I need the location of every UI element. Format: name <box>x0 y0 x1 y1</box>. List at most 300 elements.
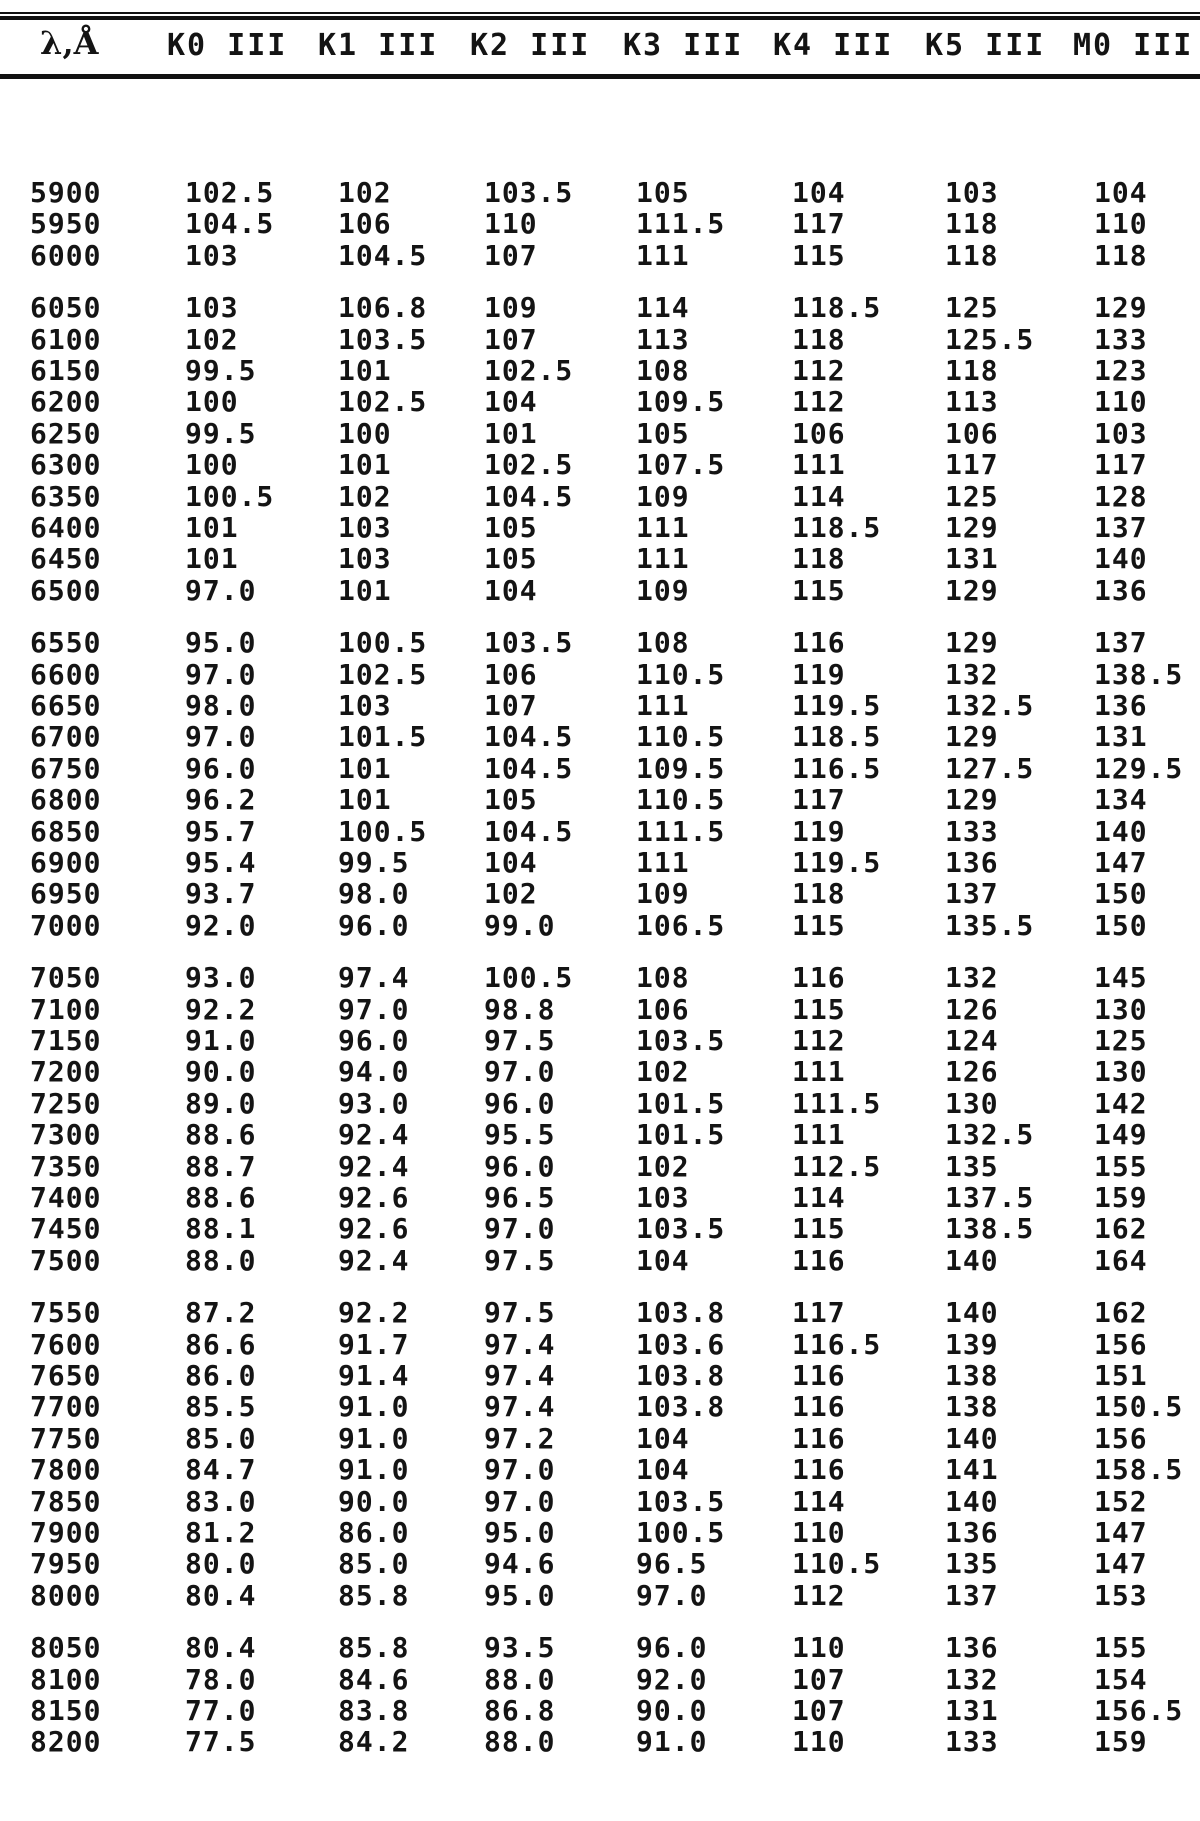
cell-k4-iii: 116.5 <box>792 1327 882 1361</box>
cell-wavelength: 7650 <box>30 1359 102 1392</box>
cell-k3-iii: 91.0 <box>636 1725 708 1759</box>
cell-k0-iii: 77.5 <box>185 1725 257 1759</box>
header-rule <box>0 74 1200 79</box>
table-row <box>0 1024 1200 1055</box>
table-row <box>0 542 1200 576</box>
cell-k5-iii: 125 <box>945 291 999 325</box>
cell-k2-iii: 104 <box>484 385 538 419</box>
cell-k1-iii: 85.0 <box>338 1547 410 1581</box>
cell-k3-iii: 110.5 <box>636 783 726 817</box>
cell-k3-iii: 106.5 <box>636 908 726 942</box>
cell-k0-iii: 101 <box>185 511 239 544</box>
cell-k3-iii: 109.5 <box>636 385 726 419</box>
cell-k2-iii: 107 <box>484 238 538 272</box>
cell-k4-iii: 116 <box>792 961 846 995</box>
cell-m0-iii: 145 <box>1094 961 1148 995</box>
cell-k3-iii: 103.8 <box>636 1359 726 1392</box>
cell-k3-iii: 107.5 <box>636 448 726 482</box>
cell-k3-iii: 103.6 <box>636 1327 726 1361</box>
cell-k3-iii: 111 <box>636 511 690 544</box>
cell-m0-iii: 117 <box>1094 448 1148 482</box>
cell-k5-iii: 125 <box>945 479 999 513</box>
cell-k5-iii: 132.5 <box>945 689 1035 722</box>
cell-k3-iii: 111 <box>636 542 690 576</box>
cell-k3-iii: 109 <box>636 479 690 513</box>
cell-k1-iii: 91.0 <box>338 1453 410 1487</box>
cell-k1-iii: 106.8 <box>338 291 428 325</box>
cell-k3-iii: 103.5 <box>636 1484 726 1518</box>
cell-k3-iii: 102 <box>636 1149 690 1183</box>
cell-k1-iii: 92.2 <box>338 1296 410 1330</box>
cell-k2-iii: 96.5 <box>484 1181 556 1214</box>
cell-k0-iii: 88.6 <box>185 1118 257 1152</box>
cell-k2-iii: 105 <box>484 542 538 576</box>
cell-m0-iii: 130 <box>1094 1055 1148 1089</box>
cell-m0-iii: 136 <box>1094 573 1148 607</box>
cell-k4-iii: 118 <box>792 877 846 911</box>
table-row <box>0 1150 1200 1181</box>
cell-k1-iii: 93.0 <box>338 1086 410 1120</box>
cell-k0-iii: 84.7 <box>185 1453 257 1487</box>
cell-k1-iii: 92.4 <box>338 1118 410 1152</box>
cell-k2-iii: 104 <box>484 573 538 607</box>
cell-k3-iii: 110.5 <box>636 657 726 691</box>
cell-k2-iii: 97.4 <box>484 1327 556 1361</box>
table-row <box>0 1663 1200 1694</box>
header-wavelength: λ,Å <box>40 24 99 62</box>
cell-m0-iii: 140 <box>1094 814 1148 848</box>
cell-wavelength: 6200 <box>30 385 102 419</box>
cell-k5-iii: 118 <box>945 207 999 241</box>
cell-k5-iii: 126 <box>945 1055 999 1089</box>
cell-k3-iii: 104 <box>636 1453 690 1487</box>
cell-m0-iii: 103 <box>1094 416 1148 450</box>
cell-k4-iii: 112.5 <box>792 1149 882 1183</box>
cell-k1-iii: 98.0 <box>338 877 410 911</box>
cell-k4-iii: 116.5 <box>792 751 882 785</box>
cell-k3-iii: 101.5 <box>636 1086 726 1120</box>
cell-wavelength: 6400 <box>30 511 102 544</box>
table-row <box>0 207 1200 241</box>
cell-k3-iii: 111.5 <box>636 207 726 241</box>
cell-wavelength: 7900 <box>30 1516 102 1549</box>
cell-k2-iii: 99.0 <box>484 908 556 942</box>
table-row <box>0 1328 1200 1359</box>
cell-wavelength: 7600 <box>30 1327 102 1361</box>
table-row <box>0 752 1200 783</box>
cell-k1-iii: 94.0 <box>338 1055 410 1089</box>
table-row <box>0 1694 1200 1725</box>
cell-wavelength: 7700 <box>30 1390 102 1424</box>
cell-k5-iii: 132 <box>945 657 999 691</box>
cell-k4-iii: 112 <box>792 1024 846 1057</box>
cell-k0-iii: 95.7 <box>185 814 257 848</box>
cell-k4-iii: 114 <box>792 479 846 513</box>
cell-k4-iii: 116 <box>792 626 846 660</box>
cell-k3-iii: 103.5 <box>636 1024 726 1057</box>
cell-k1-iii: 86.0 <box>338 1516 410 1549</box>
cell-k1-iii: 101 <box>338 448 392 482</box>
cell-m0-iii: 142 <box>1094 1086 1148 1120</box>
cell-k3-iii: 111 <box>636 238 690 272</box>
cell-k4-iii: 112 <box>792 385 846 419</box>
cell-k3-iii: 106 <box>636 992 690 1026</box>
cell-k4-iii: 117 <box>792 207 846 241</box>
cell-k3-iii: 103.8 <box>636 1390 726 1424</box>
cell-wavelength: 8200 <box>30 1725 102 1759</box>
cell-k4-iii: 118.5 <box>792 511 882 544</box>
cell-k3-iii: 104 <box>636 1421 690 1455</box>
cell-k2-iii: 97.0 <box>484 1453 556 1487</box>
cell-k5-iii: 127.5 <box>945 751 1035 785</box>
cell-m0-iii: 140 <box>1094 542 1148 576</box>
cell-k3-iii: 109.5 <box>636 751 726 785</box>
cell-k0-iii: 88.0 <box>185 1243 257 1277</box>
cell-k4-iii: 117 <box>792 783 846 817</box>
cell-k5-iii: 129 <box>945 626 999 660</box>
cell-k4-iii: 116 <box>792 1243 846 1277</box>
cell-k5-iii: 113 <box>945 385 999 419</box>
cell-m0-iii: 147 <box>1094 846 1148 879</box>
cell-m0-iii: 137 <box>1094 626 1148 660</box>
table-row <box>0 1453 1200 1487</box>
cell-k2-iii: 95.0 <box>484 1578 556 1612</box>
header-k4-iii: K4 III <box>773 28 894 63</box>
cell-k4-iii: 104 <box>792 176 846 209</box>
cell-k2-iii: 97.4 <box>484 1390 556 1424</box>
cell-k1-iii: 101 <box>338 751 392 785</box>
cell-m0-iii: 155 <box>1094 1149 1148 1183</box>
cell-k1-iii: 100 <box>338 416 392 450</box>
cell-k1-iii: 101.5 <box>338 720 428 754</box>
cell-wavelength: 7500 <box>30 1243 102 1277</box>
cell-k5-iii: 125.5 <box>945 322 1035 356</box>
cell-wavelength: 6650 <box>30 689 102 722</box>
cell-k5-iii: 129 <box>945 511 999 544</box>
cell-wavelength: 8100 <box>30 1662 102 1696</box>
cell-m0-iii: 137 <box>1094 511 1148 544</box>
cell-k1-iii: 91.0 <box>338 1390 410 1424</box>
cell-k2-iii: 104.5 <box>484 814 574 848</box>
cell-wavelength: 5900 <box>30 176 102 209</box>
cell-k3-iii: 104 <box>636 1243 690 1277</box>
cell-k1-iii: 92.6 <box>338 1212 410 1246</box>
cell-k4-iii: 115 <box>792 908 846 942</box>
cell-wavelength: 6100 <box>30 322 102 356</box>
cell-k2-iii: 104.5 <box>484 479 574 513</box>
cell-m0-iii: 150 <box>1094 908 1148 942</box>
cell-k1-iii: 91.7 <box>338 1327 410 1361</box>
table-row <box>0 480 1200 511</box>
table-row <box>0 385 1200 419</box>
table-row <box>0 1087 1200 1118</box>
cell-k5-iii: 133 <box>945 814 999 848</box>
cell-k2-iii: 97.0 <box>484 1212 556 1246</box>
cell-m0-iii: 153 <box>1094 1578 1148 1612</box>
cell-k0-iii: 90.0 <box>185 1055 257 1089</box>
cell-k4-iii: 114 <box>792 1181 846 1214</box>
cell-k2-iii: 88.0 <box>484 1725 556 1759</box>
cell-k1-iii: 103 <box>338 542 392 576</box>
cell-k2-iii: 100.5 <box>484 961 574 995</box>
cell-k1-iii: 101 <box>338 354 392 387</box>
cell-k2-iii: 97.0 <box>484 1055 556 1089</box>
table-row <box>0 448 1200 482</box>
cell-wavelength: 6850 <box>30 814 102 848</box>
cell-k0-iii: 100.5 <box>185 479 275 513</box>
cell-m0-iii: 104 <box>1094 176 1148 209</box>
table-row <box>0 909 1200 940</box>
cell-wavelength: 7250 <box>30 1086 102 1120</box>
cell-k0-iii: 98.0 <box>185 689 257 722</box>
cell-wavelength: 7550 <box>30 1296 102 1330</box>
cell-k0-iii: 97.0 <box>185 657 257 691</box>
cell-k1-iii: 96.0 <box>338 1024 410 1057</box>
cell-k5-iii: 140 <box>945 1421 999 1455</box>
cell-k5-iii: 136 <box>945 1631 999 1665</box>
cell-k1-iii: 85.8 <box>338 1631 410 1665</box>
cell-m0-iii: 147 <box>1094 1516 1148 1549</box>
cell-k4-iii: 115 <box>792 573 846 607</box>
cell-k4-iii: 112 <box>792 354 846 387</box>
cell-k1-iii: 106 <box>338 207 392 241</box>
cell-k1-iii: 92.4 <box>338 1149 410 1183</box>
table-row <box>0 1390 1200 1424</box>
cell-k4-iii: 119 <box>792 657 846 691</box>
cell-wavelength: 6000 <box>30 238 102 272</box>
cell-k5-iii: 118 <box>945 354 999 387</box>
cell-wavelength: 7300 <box>30 1118 102 1152</box>
cell-k0-iii: 96.2 <box>185 783 257 817</box>
cell-k3-iii: 108 <box>636 354 690 387</box>
cell-k3-iii: 109 <box>636 877 690 911</box>
cell-k5-iii: 140 <box>945 1484 999 1518</box>
cell-k0-iii: 88.6 <box>185 1181 257 1214</box>
cell-wavelength: 6350 <box>30 479 102 513</box>
cell-k0-iii: 89.0 <box>185 1086 257 1120</box>
cell-k3-iii: 110.5 <box>636 720 726 754</box>
cell-k0-iii: 78.0 <box>185 1662 257 1696</box>
table-row <box>0 658 1200 689</box>
table-row <box>0 1422 1200 1453</box>
cell-k0-iii: 91.0 <box>185 1024 257 1057</box>
cell-m0-iii: 128 <box>1094 479 1148 513</box>
cell-m0-iii: 147 <box>1094 1547 1148 1581</box>
table-row <box>0 1547 1200 1581</box>
cell-k1-iii: 84.6 <box>338 1662 410 1696</box>
header-k2-iii: K2 III <box>470 28 591 63</box>
cell-k1-iii: 83.8 <box>338 1694 410 1727</box>
cell-wavelength: 6900 <box>30 846 102 879</box>
cell-k2-iii: 97.5 <box>484 1243 556 1277</box>
cell-k3-iii: 114 <box>636 291 690 325</box>
cell-k5-iii: 132 <box>945 1662 999 1696</box>
cell-k5-iii: 131 <box>945 1694 999 1727</box>
cell-k4-iii: 118 <box>792 322 846 356</box>
cell-m0-iii: 156 <box>1094 1327 1148 1361</box>
cell-k4-iii: 118.5 <box>792 720 882 754</box>
cell-wavelength: 7100 <box>30 992 102 1026</box>
cell-k3-iii: 109 <box>636 573 690 607</box>
cell-k1-iii: 92.6 <box>338 1181 410 1214</box>
cell-k5-iii: 135 <box>945 1149 999 1183</box>
cell-k5-iii: 118 <box>945 238 999 272</box>
table-header <box>0 20 1200 74</box>
cell-k3-iii: 111 <box>636 846 690 879</box>
cell-k4-iii: 110 <box>792 1725 846 1759</box>
cell-wavelength: 7750 <box>30 1421 102 1455</box>
cell-m0-iii: 150 <box>1094 877 1148 911</box>
cell-k0-iii: 85.5 <box>185 1390 257 1424</box>
cell-k0-iii: 92.2 <box>185 992 257 1026</box>
cell-k0-iii: 99.5 <box>185 354 257 387</box>
cell-k2-iii: 95.0 <box>484 1516 556 1549</box>
cell-k4-iii: 119 <box>792 814 846 848</box>
cell-k4-iii: 107 <box>792 1662 846 1696</box>
cell-wavelength: 8000 <box>30 1578 102 1612</box>
cell-m0-iii: 150.5 <box>1094 1390 1184 1424</box>
table-row <box>0 239 1200 270</box>
cell-k3-iii: 100.5 <box>636 1516 726 1549</box>
cell-k0-iii: 86.6 <box>185 1327 257 1361</box>
cell-k4-iii: 115 <box>792 238 846 272</box>
table-row <box>0 354 1200 385</box>
cell-k1-iii: 99.5 <box>338 846 410 879</box>
cell-k2-iii: 95.5 <box>484 1118 556 1152</box>
cell-k4-iii: 111 <box>792 1118 846 1152</box>
cell-wavelength: 6300 <box>30 448 102 482</box>
header-m0-iii: M0 III <box>1073 28 1194 63</box>
cell-m0-iii: 125 <box>1094 1024 1148 1057</box>
cell-wavelength: 6750 <box>30 751 102 785</box>
cell-k5-iii: 129 <box>945 720 999 754</box>
cell-wavelength: 6550 <box>30 626 102 660</box>
cell-k2-iii: 98.8 <box>484 992 556 1026</box>
cell-k0-iii: 87.2 <box>185 1296 257 1330</box>
cell-k0-iii: 96.0 <box>185 751 257 785</box>
cell-wavelength: 7800 <box>30 1453 102 1487</box>
table-row <box>0 626 1200 660</box>
cell-wavelength: 8150 <box>30 1694 102 1727</box>
cell-k5-iii: 131 <box>945 542 999 576</box>
cell-k5-iii: 136 <box>945 1516 999 1549</box>
cell-k4-iii: 106 <box>792 416 846 450</box>
cell-m0-iii: 129.5 <box>1094 751 1184 785</box>
cell-k0-iii: 93.7 <box>185 877 257 911</box>
cell-k4-iii: 119.5 <box>792 689 882 722</box>
cell-k2-iii: 97.5 <box>484 1296 556 1330</box>
cell-k0-iii: 95.4 <box>185 846 257 879</box>
cell-k2-iii: 107 <box>484 689 538 722</box>
header-k3-iii: K3 III <box>623 28 744 63</box>
cell-k5-iii: 139 <box>945 1327 999 1361</box>
cell-k4-iii: 110.5 <box>792 1547 882 1581</box>
cell-k2-iii: 105 <box>484 511 538 544</box>
cell-k5-iii: 138 <box>945 1390 999 1424</box>
cell-k0-iii: 100 <box>185 385 239 419</box>
cell-k1-iii: 102 <box>338 176 392 209</box>
table-row <box>0 689 1200 720</box>
cell-k2-iii: 102.5 <box>484 354 574 387</box>
cell-k2-iii: 96.0 <box>484 1086 556 1120</box>
cell-k0-iii: 93.0 <box>185 961 257 995</box>
header-k0-iii: K0 III <box>167 28 288 63</box>
table-row <box>0 1244 1200 1275</box>
cell-k3-iii: 108 <box>636 626 690 660</box>
table-row <box>0 783 1200 817</box>
cell-k3-iii: 103.8 <box>636 1296 726 1330</box>
cell-k1-iii: 101 <box>338 573 392 607</box>
cell-k4-iii: 118 <box>792 542 846 576</box>
cell-k5-iii: 137.5 <box>945 1181 1035 1214</box>
cell-k4-iii: 117 <box>792 1296 846 1330</box>
cell-m0-iii: 133 <box>1094 322 1148 356</box>
cell-m0-iii: 134 <box>1094 783 1148 817</box>
cell-k2-iii: 86.8 <box>484 1694 556 1727</box>
cell-m0-iii: 162 <box>1094 1212 1148 1246</box>
cell-m0-iii: 162 <box>1094 1296 1148 1330</box>
table-row <box>0 1055 1200 1089</box>
cell-k3-iii: 103 <box>636 1181 690 1214</box>
cell-k2-iii: 109 <box>484 291 538 325</box>
table-row <box>0 993 1200 1024</box>
cell-k1-iii: 97.4 <box>338 961 410 995</box>
cell-m0-iii: 118 <box>1094 238 1148 272</box>
cell-k0-iii: 97.0 <box>185 573 257 607</box>
cell-k1-iii: 90.0 <box>338 1484 410 1518</box>
cell-k5-iii: 140 <box>945 1296 999 1330</box>
table-row <box>0 1212 1200 1246</box>
cell-wavelength: 6050 <box>30 291 102 325</box>
cell-k1-iii: 101 <box>338 783 392 817</box>
cell-m0-iii: 131 <box>1094 720 1148 754</box>
cell-wavelength: 6450 <box>30 542 102 576</box>
cell-wavelength: 7200 <box>30 1055 102 1089</box>
cell-k1-iii: 84.2 <box>338 1725 410 1759</box>
cell-k4-iii: 110 <box>792 1516 846 1549</box>
cell-k4-iii: 116 <box>792 1453 846 1487</box>
cell-k0-iii: 99.5 <box>185 416 257 450</box>
cell-k4-iii: 116 <box>792 1421 846 1455</box>
cell-k0-iii: 86.0 <box>185 1359 257 1392</box>
cell-k0-iii: 77.0 <box>185 1694 257 1727</box>
cell-k1-iii: 102.5 <box>338 385 428 419</box>
cell-k0-iii: 81.2 <box>185 1516 257 1549</box>
cell-k5-iii: 141 <box>945 1453 999 1487</box>
cell-k5-iii: 135.5 <box>945 908 1035 942</box>
cell-k0-iii: 97.0 <box>185 720 257 754</box>
table-row <box>0 511 1200 542</box>
cell-k2-iii: 104.5 <box>484 751 574 785</box>
table-row <box>0 1359 1200 1390</box>
cell-m0-iii: 138.5 <box>1094 657 1184 691</box>
cell-k1-iii: 102 <box>338 479 392 513</box>
cell-m0-iii: 123 <box>1094 354 1148 387</box>
cell-k4-iii: 111.5 <box>792 1086 882 1120</box>
cell-k1-iii: 91.0 <box>338 1421 410 1455</box>
cell-k4-iii: 111 <box>792 448 846 482</box>
cell-k4-iii: 112 <box>792 1578 846 1612</box>
cell-k0-iii: 85.0 <box>185 1421 257 1455</box>
cell-wavelength: 6700 <box>30 720 102 754</box>
cell-k3-iii: 101.5 <box>636 1118 726 1152</box>
cell-k5-iii: 138.5 <box>945 1212 1035 1246</box>
cell-k5-iii: 136 <box>945 846 999 879</box>
cell-m0-iii: 129 <box>1094 291 1148 325</box>
cell-k0-iii: 100 <box>185 448 239 482</box>
cell-wavelength: 7450 <box>30 1212 102 1246</box>
cell-k5-iii: 117 <box>945 448 999 482</box>
